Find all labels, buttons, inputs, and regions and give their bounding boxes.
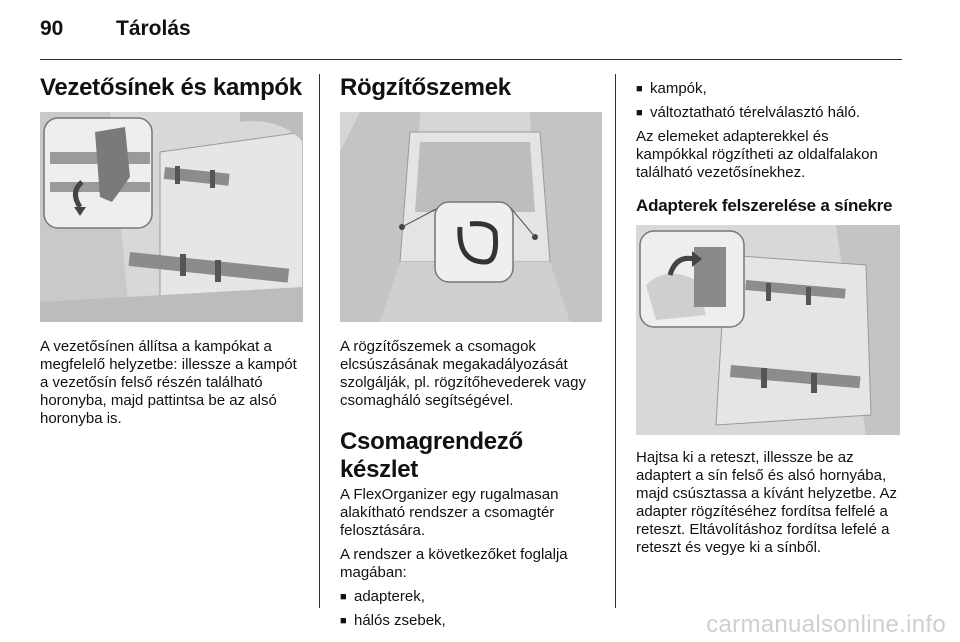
list-item: ■ adapterek, bbox=[340, 588, 604, 606]
list-item: ■ változtatható térelválasztó háló. bbox=[636, 104, 902, 122]
column-divider bbox=[319, 74, 320, 608]
column-middle bbox=[340, 74, 604, 636]
list-item: ■ hálós zsebek, bbox=[340, 612, 604, 630]
bullet-list bbox=[636, 80, 902, 122]
photo-adapter-installation bbox=[636, 225, 900, 435]
section-heading: Csomagrendező készlet bbox=[340, 428, 523, 483]
body-text: Hajtsa ki a reteszt, illessze be az adaptert a sín felső és alsó hornyába, majd csúsztassa a kívánt helyzetbe. Az adapter rögzítéséhez fordítsa felfelé a reteszt. Eltávolításhoz fordítsa lefelé a reteszt és vegye ki a sínből. bbox=[636, 449, 897, 556]
column-left bbox=[40, 74, 305, 428]
body-text: A rögzítőszemek a csomagok elcsúszásának megakadályozását szolgálják, pl. rögzítőhevederek vagy csomagháló segítségével. bbox=[340, 338, 586, 409]
body-text: Az elemeket adapterekkel és kampókkal rögzítheti az oldalfalakon található vezetősínekhez. bbox=[636, 128, 878, 181]
column-divider bbox=[615, 74, 616, 608]
header-divider bbox=[40, 59, 902, 60]
page-header bbox=[40, 14, 191, 44]
column-right bbox=[636, 74, 902, 557]
watermark: carmanualsonline.info bbox=[706, 611, 946, 638]
bullet-list bbox=[340, 588, 604, 630]
body-text: A FlexOrganizer egy rugalmasan alakítható rendszer a csomagtér felosztására. bbox=[340, 486, 559, 539]
photo-guide-rails-hooks bbox=[40, 112, 303, 322]
list-item: ■ kampók, bbox=[636, 80, 902, 98]
body-text: A rendszer a következőket foglalja magában: bbox=[340, 546, 568, 581]
photo-lashing-eyes bbox=[340, 112, 602, 322]
body-text: A vezetősínen állítsa a kampókat a megfelelő helyzetbe: illessze a kampót a vezetősín felső részén található horonyba, majd pattintsa be az alsó horonyba is. bbox=[40, 338, 297, 427]
section-heading: Rögzítőszemek bbox=[340, 74, 511, 101]
page-number: 90 bbox=[40, 17, 64, 40]
subsection-heading: Adapterek felszerelése a sínekre bbox=[636, 196, 893, 215]
section-title: Tárolás bbox=[116, 17, 191, 40]
section-heading: Vezetősínek és kampók bbox=[40, 74, 302, 101]
